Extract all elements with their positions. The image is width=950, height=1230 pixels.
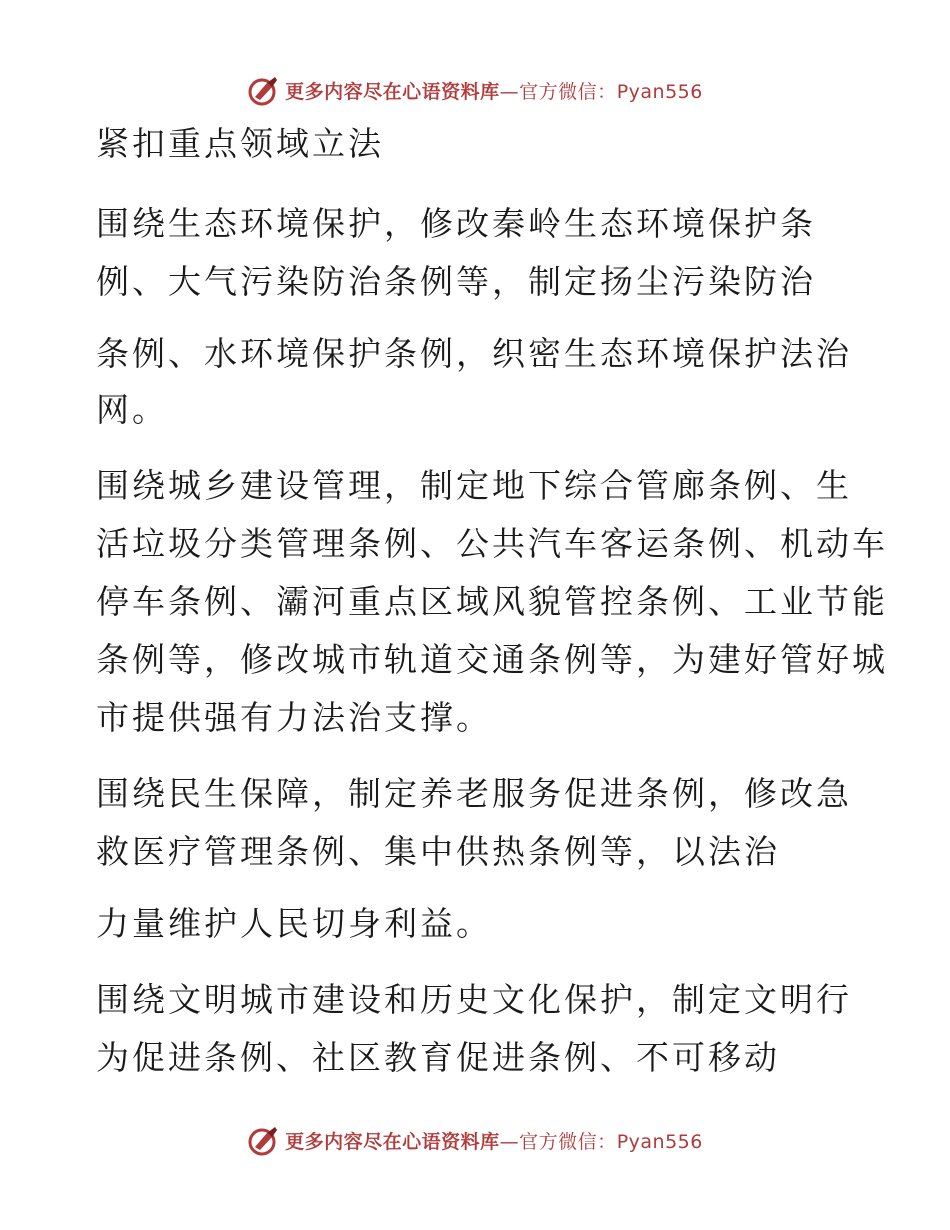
paragraph-line: 条例、水环境保护条例，织密生态环境保护法治 (96, 334, 852, 373)
watermark-text: 更多内容尽在心语资料库—官方微信：Pyan556 (285, 1130, 703, 1153)
paragraph-line: 活垃圾分类管理条例、公共汽车客运条例、机动车 (96, 524, 888, 563)
paragraph-line: 条例等，修改城市轨道交通条例等，为建好管好城 (96, 640, 888, 679)
pen-logo-icon (247, 73, 281, 107)
paragraph-line: 市提供强有力法治支撑。 (96, 698, 492, 737)
paragraph-line: 围绕城乡建设管理，制定地下综合管廊条例、生 (96, 466, 852, 505)
paragraph-line: 停车条例、灞河重点区域风貌管控条例、工业节能 (96, 582, 888, 621)
paragraph-line: 围绕文明城市建设和历史文化保护，制定文明行 (96, 980, 852, 1019)
paragraph-line: 救医疗管理条例、集中供热条例等，以法治 (96, 832, 780, 871)
paragraph-line: 为促进条例、社区教育促进条例、不可移动 (96, 1038, 780, 1077)
pen-logo-icon (247, 1123, 281, 1157)
paragraph-line: 例、大气污染防治条例等，制定扬尘污染防治 (96, 262, 816, 301)
footer-watermark (0, 1122, 950, 1158)
paragraph-line: 网。 (96, 390, 168, 429)
watermark-text: 更多内容尽在心语资料库—官方微信：Pyan556 (285, 80, 703, 103)
paragraph-line: 围绕民生保障，制定养老服务促进条例，修改急 (96, 774, 852, 813)
section-heading: 紧扣重点领域立法 (96, 124, 384, 163)
paragraph-line: 力量维护人民切身利益。 (96, 904, 492, 943)
paragraph-line: 围绕生态环境保护，修改秦岭生态环境保护条 (96, 204, 816, 243)
header-watermark (0, 72, 950, 108)
